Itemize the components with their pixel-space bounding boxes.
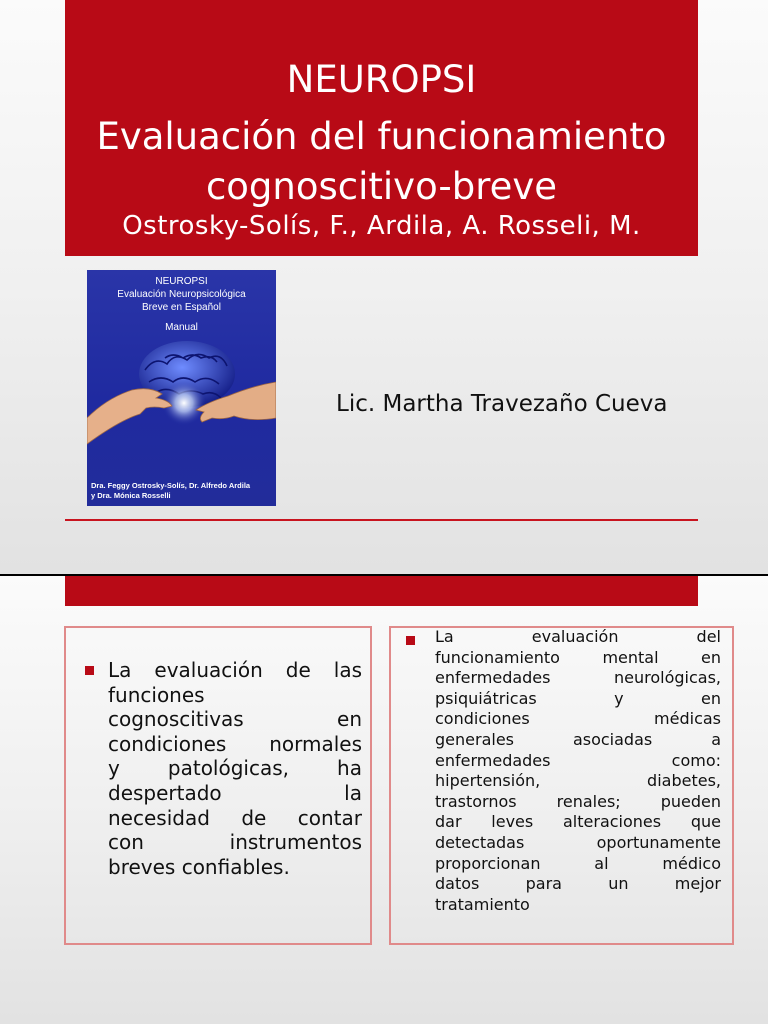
- book-cover-image: [87, 270, 276, 506]
- text-line: necesidad de contar: [108, 805, 362, 830]
- text-line: condiciones normales: [108, 731, 362, 756]
- text-line: dar leves alteraciones que: [435, 812, 721, 832]
- text-line: trastornos renales; pueden: [435, 791, 721, 811]
- text-line: condiciones médicas: [435, 709, 721, 729]
- bullet-square-icon: [85, 666, 94, 675]
- left-text-box: [64, 626, 372, 945]
- text-line: funcionamiento mental en: [435, 647, 721, 667]
- book-title-line: Breve en Español: [142, 302, 221, 313]
- presenter-name: Lic. Martha Travezaño Cueva: [336, 391, 668, 417]
- text-line: breves confiables.: [108, 854, 290, 879]
- book-title: [87, 275, 276, 334]
- text-line: La evaluación de las: [108, 658, 362, 682]
- text-line: La evaluación del: [435, 627, 721, 646]
- text-line: enfermedades neurológicas,: [435, 668, 721, 688]
- right-text-box: [389, 626, 734, 945]
- text-line: con instrumentos: [108, 830, 362, 855]
- text-line: psiquiátricas y en: [435, 688, 721, 708]
- book-title-line: NEUROPSI: [155, 276, 208, 287]
- book-author-line: y Dra. Mónica Rosselli: [91, 491, 171, 500]
- title-line-1: NEUROPSI: [286, 58, 477, 101]
- title-band: [65, 576, 698, 606]
- text-line: cognoscitivas en: [108, 707, 362, 732]
- text-line: funciones: [108, 682, 205, 707]
- book-authors: [91, 481, 276, 501]
- title-band: [65, 0, 698, 256]
- title-line-3: cognoscitivo-breve: [205, 165, 558, 208]
- text-line: enfermedades como:: [435, 750, 721, 770]
- slide-2: [0, 576, 768, 1024]
- text-line: detectadas oportunamente: [435, 832, 721, 852]
- book-title-line: Manual: [165, 322, 198, 333]
- right-bullet-text: [435, 627, 721, 915]
- text-line: y patológicas, ha: [108, 756, 362, 781]
- book-title-line: Evaluación Neuropsicológica: [117, 289, 246, 300]
- book-author-line: Dra. Feggy Ostrosky-Solís, Dr. Alfredo Ardila: [91, 481, 251, 490]
- text-line: datos para un mejor: [435, 874, 721, 894]
- bullet-square-icon: [406, 636, 415, 645]
- text-line: despertado la: [108, 780, 362, 805]
- text-line: hipertensión, diabetes,: [435, 771, 721, 791]
- text-line: proporcionan al médico: [435, 853, 721, 873]
- title-line-2: Evaluación del funcionamiento: [96, 115, 667, 158]
- left-bullet-text: [108, 658, 362, 879]
- divider-rule: [65, 519, 698, 521]
- text-line: tratamiento: [435, 894, 530, 914]
- authors-line: Ostrosky-Solís, F., Ardila, A. Rosseli, M.: [122, 211, 641, 241]
- text-line: generales asociadas a: [435, 729, 721, 749]
